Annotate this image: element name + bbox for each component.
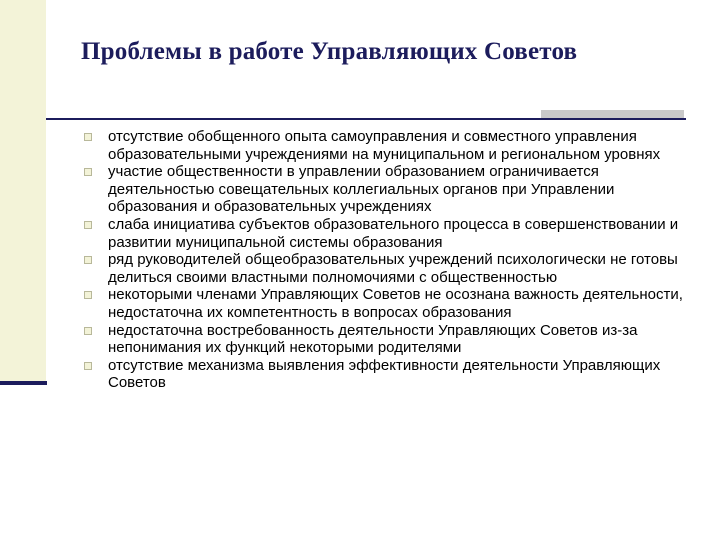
bullet-list	[84, 128, 694, 392]
bullet-text: недостаточна востребованность деятельности Управляющих Советов из-за непонимания их функций некоторыми родителями	[108, 321, 638, 357]
square-bullet-icon	[84, 133, 92, 141]
decorative-corner-block	[541, 110, 684, 118]
list-item	[84, 163, 694, 216]
square-bullet-icon	[84, 291, 92, 299]
square-bullet-icon	[84, 256, 92, 264]
title-divider	[46, 118, 686, 120]
square-bullet-icon	[84, 327, 92, 335]
list-item	[84, 286, 694, 321]
list-item	[84, 128, 694, 163]
square-bullet-icon	[84, 168, 92, 176]
bullet-text: ряд руководителей общеобразовательных учреждений психологически не готовы делиться своими властными полномочиями с общественностью	[108, 251, 678, 286]
bullet-text: отсутствие механизма выявления эффективности деятельности Управляющих Советов	[108, 356, 661, 392]
bullet-text: некоторыми членами Управляющих Советов не осознана важность деятельности, недостаточна их компетентность в вопросах образования	[108, 286, 683, 321]
list-item	[84, 357, 694, 392]
square-bullet-icon	[84, 221, 92, 229]
left-accent-bar	[0, 381, 47, 385]
slide-title: Проблемы в работе Управляющих Советов	[81, 38, 578, 65]
square-bullet-icon	[84, 362, 92, 370]
bullet-text: отсутствие обобщенного опыта самоуправления и совместного управления образовательными учреждениями на муниципальном и региональном уровнях	[108, 128, 661, 163]
left-accent-panel	[0, 0, 46, 382]
list-item	[84, 251, 694, 286]
bullet-text: слаба инициатива субъектов образовательного процесса в совершенствовании и развитии муниципальной системы образования	[108, 215, 679, 251]
list-item	[84, 216, 694, 251]
bullet-text: участие общественности в управлении образованием ограничивается деятельностью совещательных коллегиальных органов при Управлении образования и образовательных учреждениях	[108, 163, 615, 216]
list-item	[84, 322, 694, 357]
